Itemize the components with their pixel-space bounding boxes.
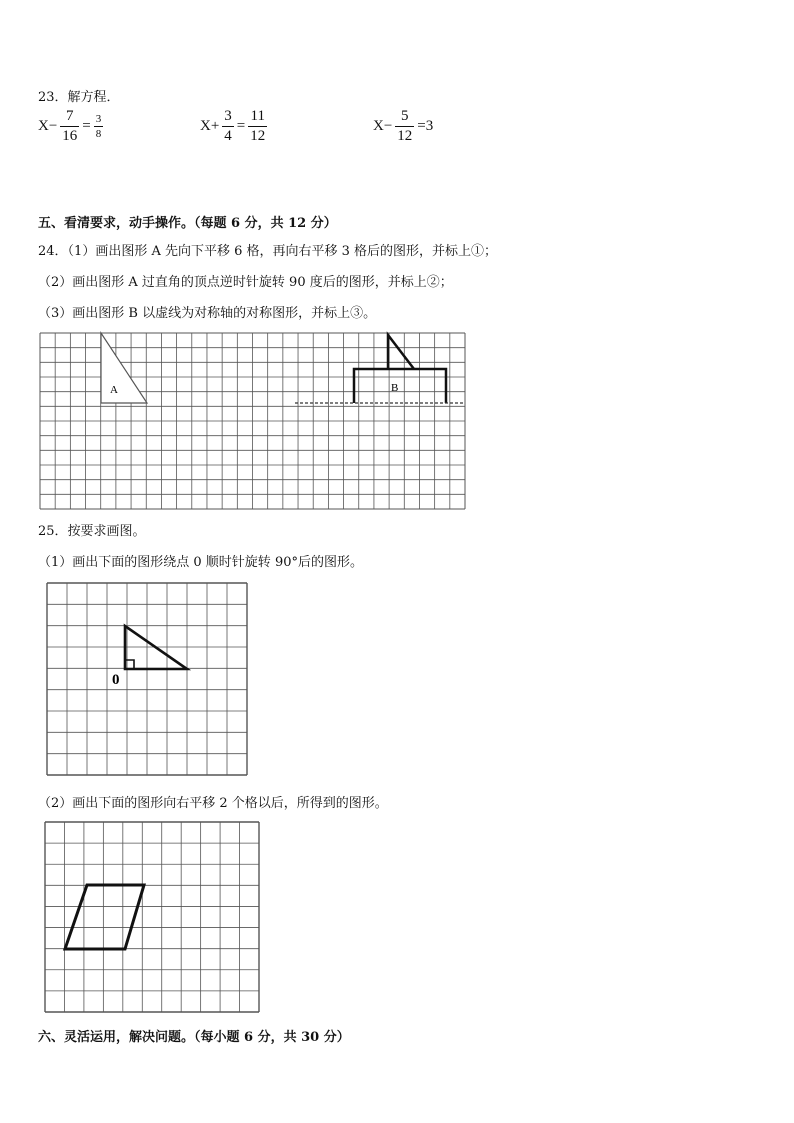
eq2-numerator: 3 xyxy=(224,108,232,124)
eq3-rhs: 3 xyxy=(425,118,434,134)
eq3-equals: = xyxy=(417,118,426,134)
equation-3 xyxy=(373,108,433,145)
equation-2 xyxy=(200,108,270,145)
eq1-denominator: 16 xyxy=(62,128,78,144)
eq2-denominator: 4 xyxy=(224,128,232,144)
shape-b-flag xyxy=(388,335,414,369)
shape-b-outline xyxy=(354,369,446,403)
eq3-lhs: X− xyxy=(373,118,393,134)
q24-instruction-3: （3）画出图形 B 以虚线为对称轴的对称图形，并标上③。 xyxy=(38,306,377,321)
rotation-grid xyxy=(47,583,247,775)
eq2-rhs-denominator: 12 xyxy=(250,128,266,144)
shape-a-triangle xyxy=(101,333,147,403)
q23-title: 23．解方程． xyxy=(38,90,120,105)
eq1-numerator: 7 xyxy=(66,108,74,124)
translation-grid xyxy=(45,822,259,1012)
eq3-fraction xyxy=(395,108,414,145)
eq1-fraction xyxy=(60,108,79,145)
shape-b-label: B xyxy=(391,382,399,394)
equation-1 xyxy=(38,108,106,145)
eq2-rhs-numerator: 11 xyxy=(250,108,265,124)
right-angle-marker xyxy=(125,660,134,669)
eq2-fraction xyxy=(222,108,234,145)
eq1-rhs-fraction xyxy=(94,113,104,140)
q25-instruction-1: （1）画出下面的图形绕点 0 顺时针旋转 90°后的图形。 xyxy=(38,555,363,570)
q24-instruction-1: 24．（1）画出图形 A 先向下平移 6 格，再向右平移 3 格后的图形，并标上①； xyxy=(38,244,498,259)
eq1-rhs-denominator: 8 xyxy=(95,128,102,140)
eq2-equals: = xyxy=(236,118,246,134)
point-o-label: 0 xyxy=(112,672,120,688)
parallelogram xyxy=(65,885,144,949)
shape-a-label: A xyxy=(110,384,118,396)
q25-title: 25．按要求画图。 xyxy=(38,524,146,539)
q24-instruction-2: （2）画出图形 A 过直角的顶点逆时针旋转 90 度后的图形，并标上②； xyxy=(38,275,453,290)
eq3-numerator: 5 xyxy=(401,108,409,124)
q25-instruction-2: （2）画出下面的图形向右平移 2 个格以后，所得到的图形。 xyxy=(38,796,388,811)
eq1-equals: = xyxy=(82,118,91,134)
q24-grid xyxy=(40,333,465,509)
eq2-lhs: X+ xyxy=(200,118,220,134)
eq1-lhs: X− xyxy=(38,118,58,134)
section-6-title: 六、灵活运用，解决问题。（每小题 6 分，共 30 分） xyxy=(38,1030,350,1045)
eq1-rhs-numerator: 3 xyxy=(95,113,102,125)
eq2-rhs-fraction xyxy=(248,108,267,145)
eq3-denominator: 12 xyxy=(397,128,413,144)
section-5-title: 五、看清要求，动手操作。（每题 6 分，共 12 分） xyxy=(38,216,337,231)
